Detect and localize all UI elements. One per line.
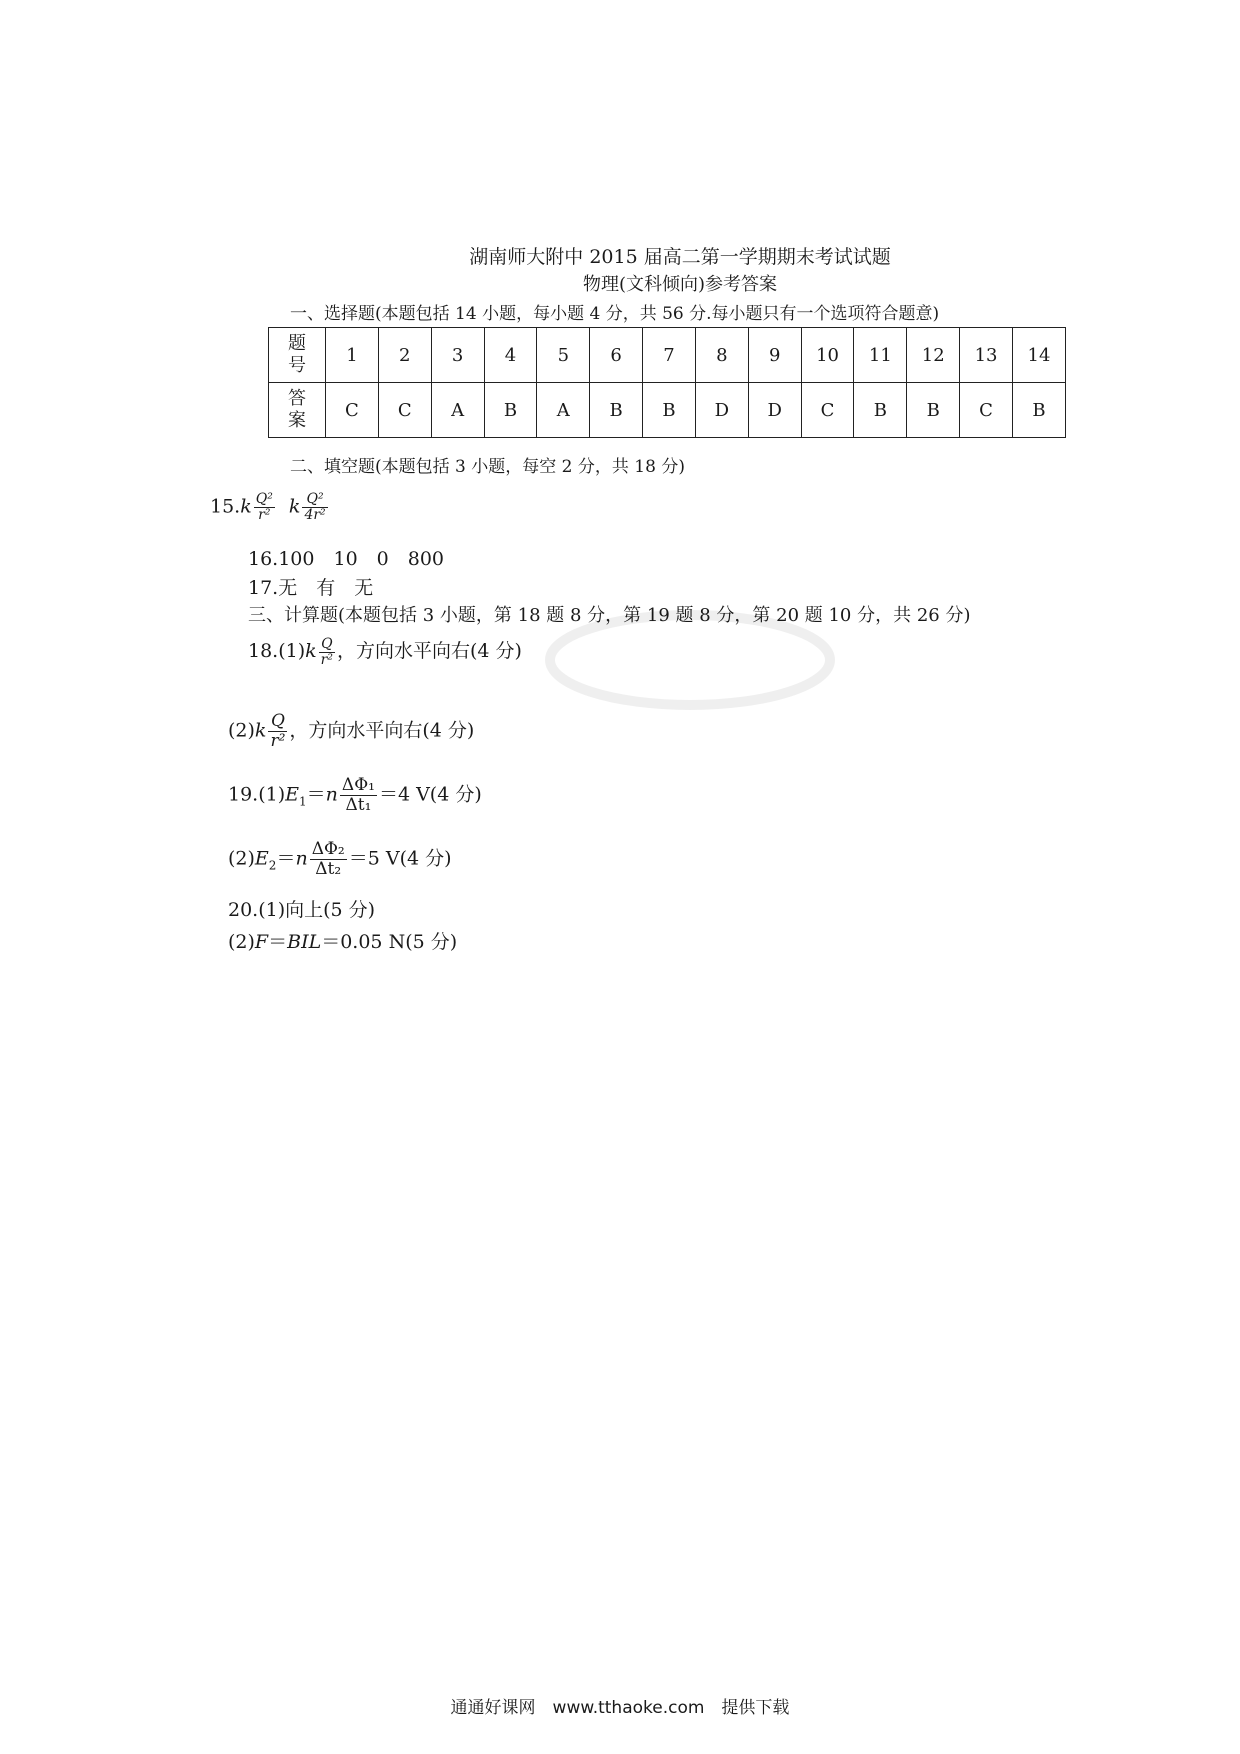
answer-table <box>268 327 1066 438</box>
fraction <box>319 637 335 668</box>
answer-19-2 <box>228 840 452 879</box>
question-number-cell: 3 <box>431 328 484 383</box>
question-number-cell: 4 <box>484 328 537 383</box>
item-number: 18.(1) <box>248 640 306 662</box>
denominator: r² <box>258 507 271 523</box>
math-symbol: n <box>325 783 338 806</box>
answer-20-1: 20.(1)向上(5 分) <box>228 899 376 921</box>
section-1-heading: 一、选择题(本题包括 14 小题，每小题 4 分，共 56 分.每小题只有一个选项符合题意) <box>290 304 940 324</box>
question-number-cell: 14 <box>1012 328 1065 383</box>
question-number-cell: 11 <box>854 328 907 383</box>
question-number-cell: 1 <box>326 328 379 383</box>
answer-19-1 <box>228 776 482 815</box>
denominator: r² <box>320 651 333 668</box>
denominator: 4r² <box>304 507 326 523</box>
fraction <box>302 492 327 523</box>
answer-row-label <box>269 383 326 438</box>
denominator: Δt₁ <box>345 795 372 815</box>
numerator: Q² <box>255 491 273 507</box>
answer-15 <box>210 492 330 523</box>
question-number-cell: 9 <box>748 328 801 383</box>
denominator: r² <box>270 731 286 751</box>
numerator: Q <box>268 712 287 732</box>
question-number-cell: 13 <box>960 328 1013 383</box>
answer-cell: C <box>326 383 379 438</box>
question-number-cell: 6 <box>590 328 643 383</box>
numerator: ΔΦ₁ <box>341 775 375 795</box>
answer-cell: B <box>1012 383 1065 438</box>
item-number: (2) <box>228 931 255 953</box>
math-symbol: F <box>254 931 269 953</box>
numerator: ΔΦ₂ <box>311 839 345 859</box>
math-symbol: n <box>295 847 308 870</box>
label-char: 号 <box>288 355 306 376</box>
document-title: 湖南师大附中 2015 届高二第一学期期末考试试题 <box>469 246 891 268</box>
section-2-heading: 二、填空题(本题包括 3 小题，每空 2 分，共 18 分) <box>290 457 685 477</box>
question-row-label <box>269 328 326 383</box>
answer-cell: B <box>643 383 696 438</box>
answer-cell: A <box>431 383 484 438</box>
numerator: Q² <box>302 492 327 508</box>
math-symbol: k <box>305 640 317 662</box>
answer-18-2 <box>228 712 474 751</box>
question-number-cell: 5 <box>537 328 590 383</box>
section-3-heading: 三、计算题(本题包括 3 小题，第 18 题 8 分，第 19 题 8 分，第 20 题 10 分，共 26 分) <box>248 605 971 626</box>
answer-text: ＝4 V(4 分) <box>378 783 482 806</box>
equals-sign: ＝ <box>306 783 326 806</box>
math-symbol: k <box>288 495 301 518</box>
item-number: (2) <box>228 719 255 742</box>
question-number-row <box>269 328 1066 383</box>
answer-cell: B <box>854 383 907 438</box>
item-number: 19.(1) <box>228 783 286 806</box>
answer-cell: B <box>484 383 537 438</box>
fraction <box>254 492 275 523</box>
answer-18-1 <box>248 636 522 668</box>
numerator: Q <box>319 637 335 653</box>
answer-text: ＝5 V(4 分) <box>348 847 452 870</box>
watermark-logo-icon <box>540 600 840 720</box>
equals-sign: ＝ <box>268 931 288 953</box>
answer-cell: D <box>695 383 748 438</box>
math-symbol: E <box>285 783 300 806</box>
answer-text: ，方向水平向右(4 分) <box>336 640 522 662</box>
answer-text: ，方向水平向右(4 分) <box>289 719 475 742</box>
label-char: 题 <box>288 333 306 354</box>
answer-cell: D <box>748 383 801 438</box>
answer-cell: B <box>907 383 960 438</box>
question-number-cell: 8 <box>695 328 748 383</box>
math-symbol: E <box>254 847 269 870</box>
subscript: 2 <box>268 858 277 873</box>
fraction <box>268 712 287 751</box>
answer-20-2 <box>228 927 457 954</box>
question-number-cell: 12 <box>907 328 960 383</box>
answer-17: 17.无 有 无 <box>248 577 374 599</box>
answer-cell: C <box>378 383 431 438</box>
footer-source: 通通好课网 www.tthaoke.com 提供下载 <box>450 1698 790 1718</box>
math-expression: BIL <box>287 931 322 953</box>
answer-text: ＝0.05 N(5 分) <box>321 931 458 953</box>
denominator: Δt₂ <box>315 859 342 879</box>
answer-cell: C <box>960 383 1013 438</box>
answer-cell: C <box>801 383 854 438</box>
label-char: 答 <box>288 388 306 409</box>
answer-cell: B <box>590 383 643 438</box>
item-number: (2) <box>228 847 255 870</box>
equals-sign: ＝ <box>276 847 296 870</box>
answer-cell: A <box>537 383 590 438</box>
question-number-cell: 7 <box>643 328 696 383</box>
question-number-cell: 10 <box>801 328 854 383</box>
label-char: 案 <box>288 410 306 431</box>
math-symbol: k <box>254 719 267 742</box>
document-subtitle: 物理(文科倾向)参考答案 <box>582 274 778 295</box>
item-number: 15. <box>210 495 241 518</box>
answer-16: 16.100 10 0 800 <box>248 548 445 570</box>
fraction <box>310 840 347 879</box>
answer-row <box>269 383 1066 438</box>
fraction <box>340 776 377 815</box>
math-symbol: k <box>240 495 252 518</box>
question-number-cell: 2 <box>378 328 431 383</box>
subscript: 1 <box>299 794 307 809</box>
